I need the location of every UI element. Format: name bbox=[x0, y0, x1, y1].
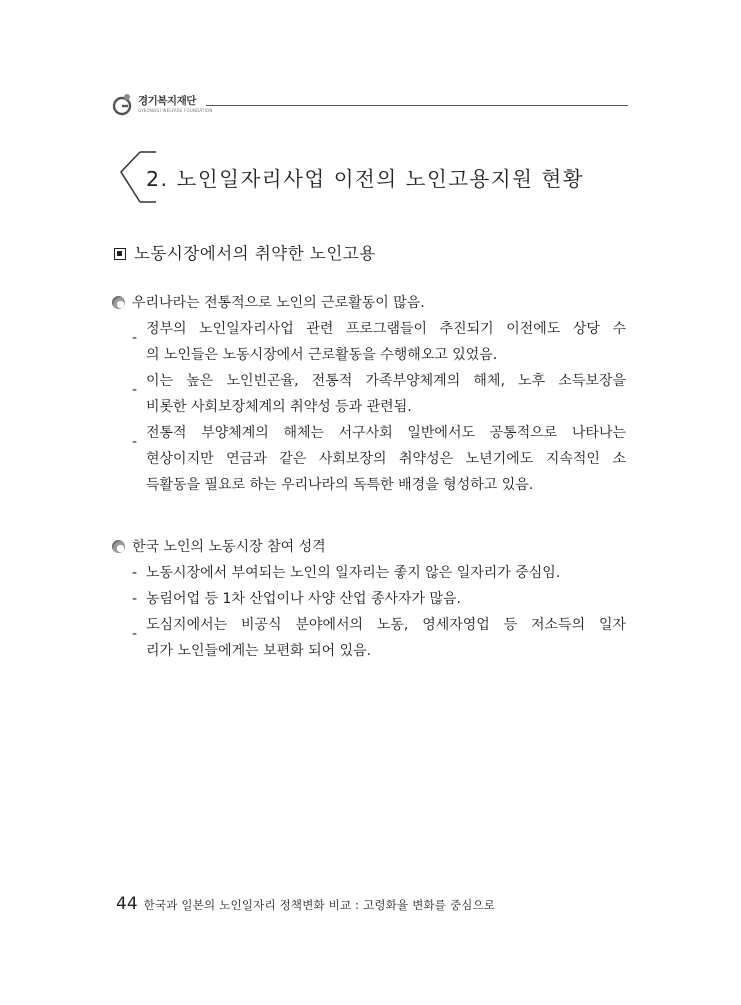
dash-marker: - bbox=[132, 434, 138, 450]
foundation-logo-icon bbox=[112, 92, 134, 116]
dash-marker: - bbox=[132, 382, 138, 398]
subsection-heading bbox=[114, 240, 376, 264]
list-item-text: 농림어업 등 1차 산업이나 사양 산업 종사자가 많음. bbox=[146, 591, 461, 607]
bullet-group bbox=[112, 290, 632, 498]
page-header bbox=[112, 88, 628, 122]
bullet-text: 한국 노인의 노동시장 참여 성격 bbox=[132, 539, 326, 555]
subsection-title: 노동시장에서의 취약한 노인고용 bbox=[134, 244, 376, 263]
dash-marker: - bbox=[132, 591, 138, 607]
list-item-text: 의 노인들은 노동시장에서 근로활동을 수행해오고 있었음. bbox=[146, 347, 498, 363]
list-item bbox=[112, 560, 632, 586]
dash-marker: - bbox=[132, 330, 138, 346]
list-item bbox=[112, 586, 632, 612]
header-divider bbox=[206, 105, 628, 106]
round-bullet-icon bbox=[112, 540, 125, 553]
dash-marker: - bbox=[132, 626, 138, 642]
bullet-text: 우리나라는 전통적으로 노인의 근로활동이 많음. bbox=[132, 295, 425, 311]
list-item-text: 도심지에서는 비공식 분야에서의 노동, 영세자영업 등 저소득의 일자 bbox=[146, 617, 626, 633]
section-title: 2. 노인일자리사업 이전의 노인고용지원 현황 bbox=[146, 167, 585, 191]
list-item-text: 노동시장에서 부여되는 노인의 일자리는 좋지 않은 일자리가 중심임. bbox=[146, 565, 561, 581]
list-item-text: 득활동을 필요로 하는 우리나라의 독특한 배경을 형성하고 있음. bbox=[146, 477, 534, 493]
list-item-text: 이는 높은 노인빈곤율, 전통적 가족부양체계의 해체, 노후 소득보장을 bbox=[146, 373, 626, 389]
dash-marker: - bbox=[132, 565, 138, 581]
list-item-text: 리가 노인들에게는 보편화 되어 있음. bbox=[146, 643, 372, 659]
list-item bbox=[112, 368, 632, 420]
list-item bbox=[112, 316, 632, 368]
list-item-text: 비롯한 사회보장체계의 취약성 등과 관련됨. bbox=[146, 399, 412, 415]
logo-name: 경기복지재단 bbox=[138, 95, 196, 107]
list-item-text: 전통적 부양체계의 해체는 서구사회 일반에서도 공통적으로 나타나는 bbox=[146, 425, 626, 441]
list-item bbox=[112, 612, 632, 664]
section-heading bbox=[118, 150, 598, 204]
list-item-text: 현상이지만 연금과 같은 사회보장의 취약성은 노년기에도 지속적인 소 bbox=[146, 451, 626, 467]
square-bullet-icon bbox=[114, 248, 126, 260]
bullet-group bbox=[112, 534, 632, 664]
page-footer bbox=[116, 894, 495, 914]
list-item-text: 정부의 노인일자리사업 관련 프로그램들이 추진되기 이전에도 상당 수 bbox=[146, 321, 626, 337]
round-bullet-icon bbox=[112, 296, 125, 309]
logo-subtitle: GYEONGGI WELFARE FOUNDATION bbox=[138, 108, 213, 113]
page-number: 44 bbox=[116, 894, 138, 914]
bullet-title bbox=[112, 290, 632, 316]
bullet-title bbox=[112, 534, 632, 560]
running-title: 한국과 일본의 노인일자리 정책변화 비교 : 고령화율 변화를 중심으로 bbox=[143, 898, 496, 912]
list-item bbox=[112, 420, 632, 498]
